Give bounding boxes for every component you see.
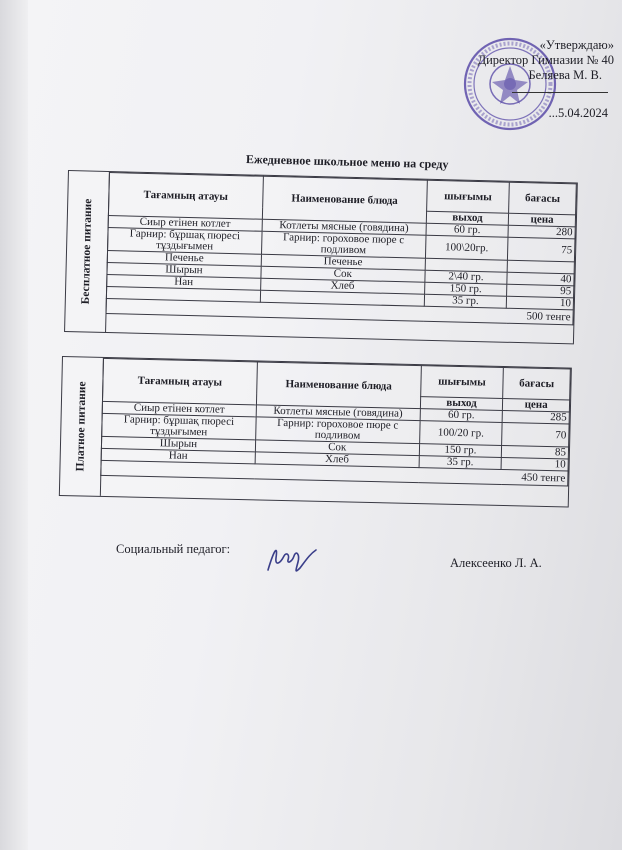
dish-ru: Сок [261,266,425,282]
dish-price: 10 [507,296,574,310]
dish-output: 60 гр. [426,223,509,237]
dish-output: 35 гр. [424,294,507,308]
dish-output: 150 гр. [424,282,507,296]
dish-output: 2\40 гр. [425,270,508,284]
social-pedagogue-label: Социальный педагог: [116,542,231,556]
table-header-row [109,173,577,215]
dish-kz: Сиыр етінен котлет [108,216,262,232]
approval-date: ...5.04.2024 [548,106,608,120]
dish-kz: Печенье [107,250,261,266]
dish-kz: Гарнир: бұршақ пюресі тұздығымен [108,227,262,254]
paid-meals-grid [100,358,571,487]
header-name-ru: Наименование блюда [262,176,427,223]
free-meals-table [64,170,578,344]
paid-meals-total: 450 тенге [101,460,568,486]
social-pedagogue-name: Алексеенко Л. А. [450,556,542,570]
dish-ru: Гарнир: гороховое пюре с подливом [255,417,419,444]
table-header-row [103,358,571,400]
dish-price: 40 [507,272,574,286]
dish-kz: Гарнир: бұршақ пюресі тұздығымен [102,413,256,439]
dish-output: 60 гр. [420,409,503,423]
dish-output: 150 гр. [419,444,502,458]
free-meals-side-label [65,171,110,332]
header-name-ru: Наименование блюда [256,362,421,409]
dish-output: 100/20 гр. [419,421,502,446]
header-name-kz: Тағамның атауы [108,173,263,220]
header-price-kz: бағасы [503,368,570,401]
dish-kz: Нан [101,448,255,463]
header-output-ru: выход [420,397,503,411]
free-meals-section-label: Бесплатное питание [79,198,95,305]
dish-price: 285 [502,411,569,425]
approval-heading: «Утверждаю» [539,38,614,52]
paid-meals-table [59,356,572,508]
dish-price: 85 [502,446,569,460]
approval-director-title: Директор Гимназии № 40 [477,53,614,67]
dish-price: 10 [501,458,568,472]
dish-kz: Нан [107,274,261,290]
dish-output: 35 гр. [419,456,502,470]
signature-icon [264,540,320,576]
free-meals-grid [105,172,576,325]
dish-output: 100\20гр. [425,235,508,260]
dish-price: 95 [507,284,574,298]
dish-ru: Хлеб [260,278,424,294]
dish-price: 280 [508,225,575,239]
dish-ru: Котлеты мясные (говядина) [262,219,426,235]
free-meals-total: 500 тенге [106,298,573,324]
header-output-kz: шығымы [426,180,509,213]
dish-ru: Сок [255,440,419,456]
dish-ru: Печенье [261,254,425,270]
dish-kz: Шырын [101,436,255,451]
dish-ru: Хлеб [255,452,419,468]
paid-meals-side-label [60,357,104,496]
dish-ru: Котлеты мясные (говядина) [256,405,420,421]
page-title: Ежедневное школьное меню на среду [245,152,449,172]
header-output-kz: шығымы [420,366,503,399]
page-edge-shadow [0,0,28,850]
dish-price: 70 [502,423,569,448]
approval-director-name: Беляева М. В. [528,68,602,82]
header-name-kz: Тағамның атауы [102,358,257,404]
header-price-kz: бағасы [509,182,576,215]
paid-meals-section-label: Платное питание [74,381,89,472]
approval-signature-line [512,92,608,93]
dish-kz: Сиыр етінен котлет [102,401,256,416]
dish-kz: Шырын [107,262,261,278]
header-price-ru: цена [509,213,576,227]
header-price-ru: цена [503,399,570,413]
dish-price: 75 [508,237,575,262]
dish-ru: Гарнир: гороховое пюре с подливом [261,231,425,258]
header-output-ru: выход [426,211,509,225]
